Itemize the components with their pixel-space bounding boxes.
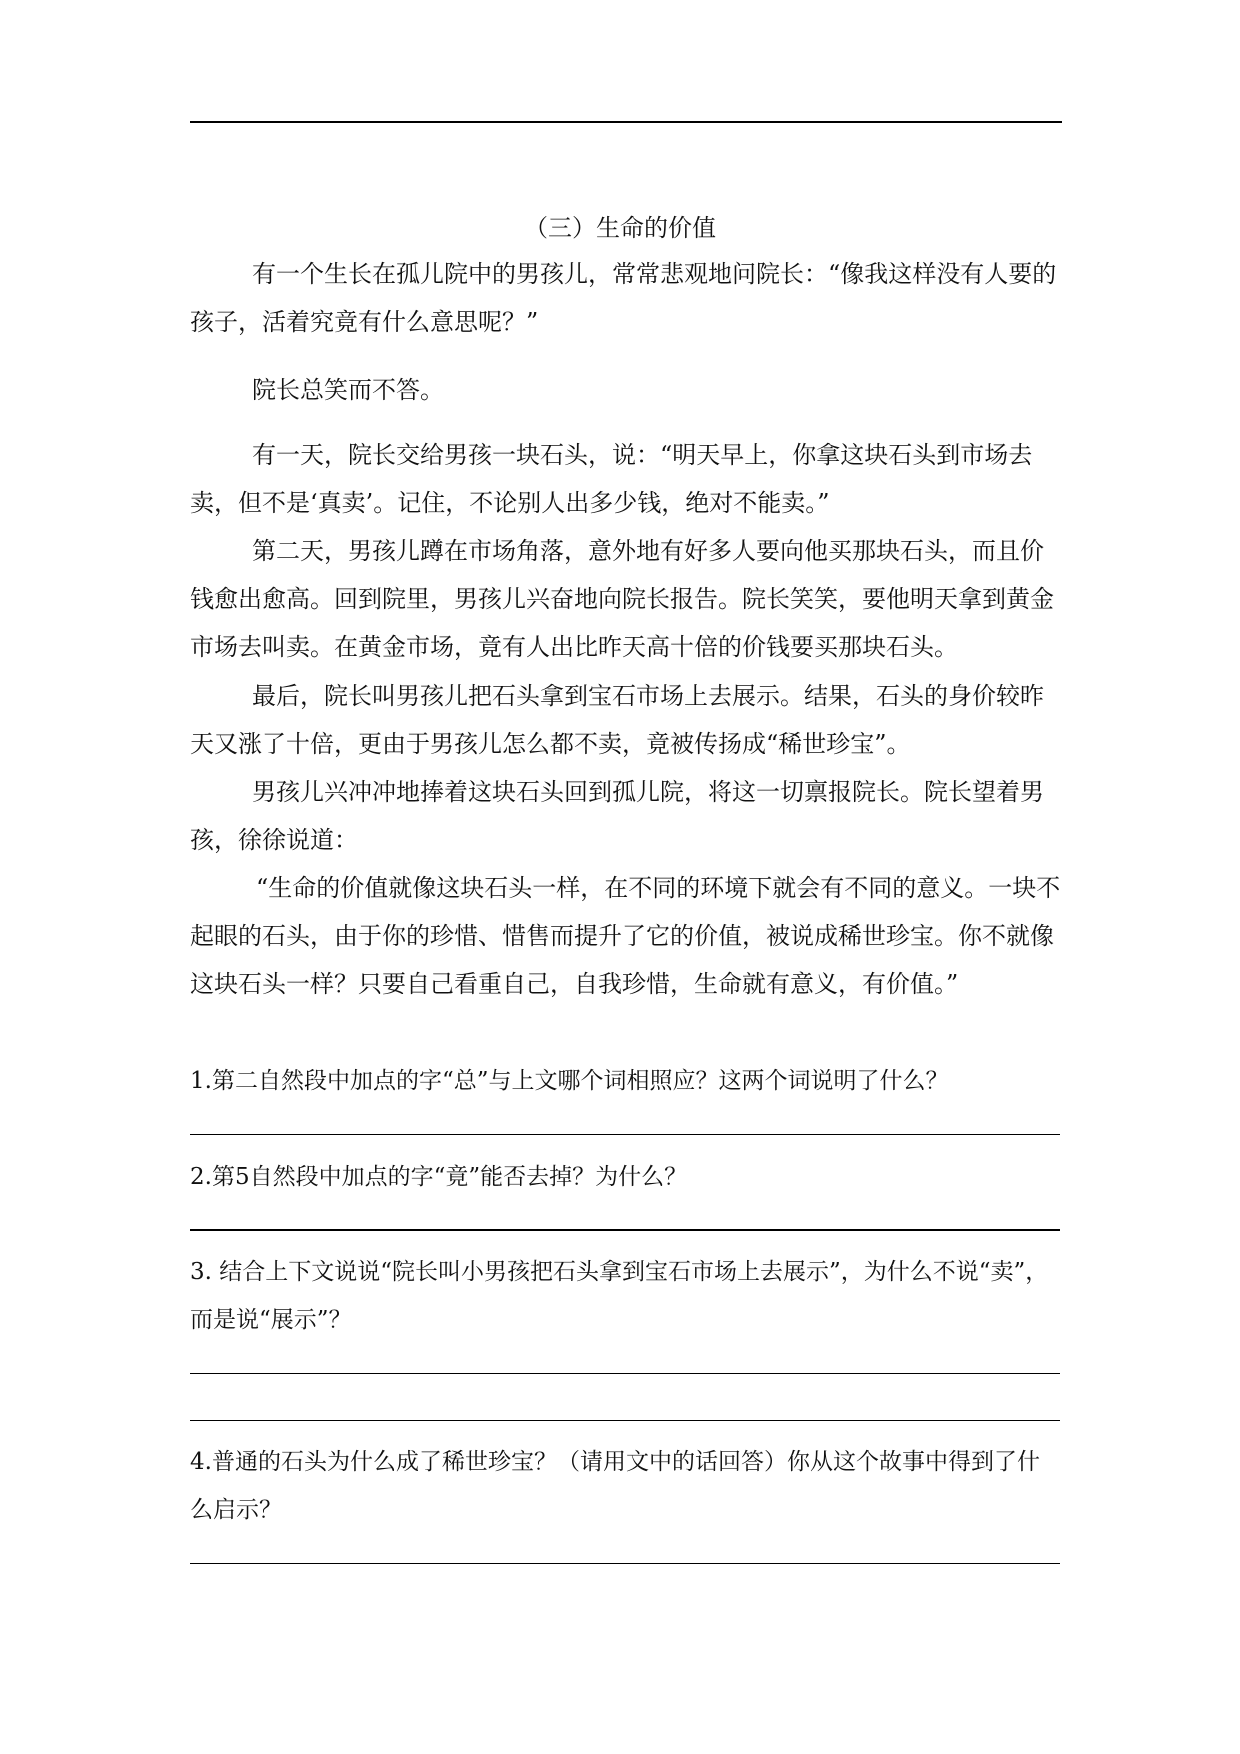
question-3 (190, 1248, 1062, 1344)
answer-line[interactable] (190, 1420, 1060, 1421)
question-text: 4.普通的石头为什么成了稀世珍宝？（请用文中的话回答）你从这个故事中得到了什么启示？ (190, 1449, 1040, 1523)
question-text: 3. 结合上下文说说“院长叫小男孩把石头拿到宝石市场上去展示”，为什么不说“卖”，而是说“展示”？ (190, 1259, 1049, 1333)
paragraph-7 (190, 864, 1062, 1008)
question-text: 2.第5自然段中加点的字“竟”能否去掉？为什么？ (190, 1164, 688, 1190)
question-2 (190, 1153, 1062, 1201)
paragraph-3 (190, 431, 1062, 527)
question-1 (190, 1057, 1062, 1105)
paragraph-text: 最后，院长叫男孩儿把石头拿到宝石市场上去展示。结果，石头的身价较昨天又涨了十倍，更由于男孩儿怎么都不卖，竟被传扬成“稀世珍宝”。 (190, 682, 1044, 758)
paragraph-5 (190, 672, 1062, 768)
passage-title: （三）生命的价值 (524, 214, 716, 242)
paragraph-text: 院长总笑而不答。 (252, 376, 444, 404)
header-rule (190, 121, 1062, 123)
question-4 (190, 1438, 1062, 1534)
paragraph-text: “生命的价值就像这块石头一样，在不同的环境下就会有不同的意义。一块不起眼的石头，由于你的珍惜、惜售而提升了它的价值，被说成稀世珍宝。你不就像这块石头一样？只要自己看重自己，自我珍惜，生命就有意义，有价值。” (190, 874, 1061, 998)
paragraph-text: 有一天，院长交给男孩一块石头，说：“明天早上，你拿这块石头到市场去卖，但不是‘真卖’。记住，不论别人出多少钱，绝对不能卖。” (190, 441, 1033, 517)
paragraph-text: 有一个生长在孤儿院中的男孩儿，常常悲观地问院长：“像我这样没有人要的孩子，活着究竟有什么意思呢？” (190, 260, 1057, 336)
answer-line[interactable] (190, 1563, 1060, 1564)
paragraph-6 (190, 768, 1062, 864)
question-text: 1.第二自然段中加点的字“总”与上文哪个词相照应？这两个词说明了什么？ (190, 1068, 949, 1094)
paragraph-text: 第二天，男孩儿蹲在市场角落，意外地有好多人要向他买那块石头，而且价钱愈出愈高。回到院里，男孩儿兴奋地向院长报告。院长笑笑，要他明天拿到黄金市场去叫卖。在黄金市场，竟有人出比昨天高十倍的价钱要买那块石头。 (190, 537, 1054, 661)
paragraph-1 (190, 250, 1062, 346)
paragraph-text: 男孩儿兴冲冲地捧着这块石头回到孤儿院，将这一切禀报院长。院长望着男孩，徐徐说道： (190, 778, 1044, 854)
paragraph-2 (190, 366, 1062, 414)
answer-line[interactable] (190, 1229, 1060, 1231)
answer-line[interactable] (190, 1134, 1060, 1135)
answer-line[interactable] (190, 1373, 1060, 1374)
paragraph-4 (190, 527, 1062, 671)
